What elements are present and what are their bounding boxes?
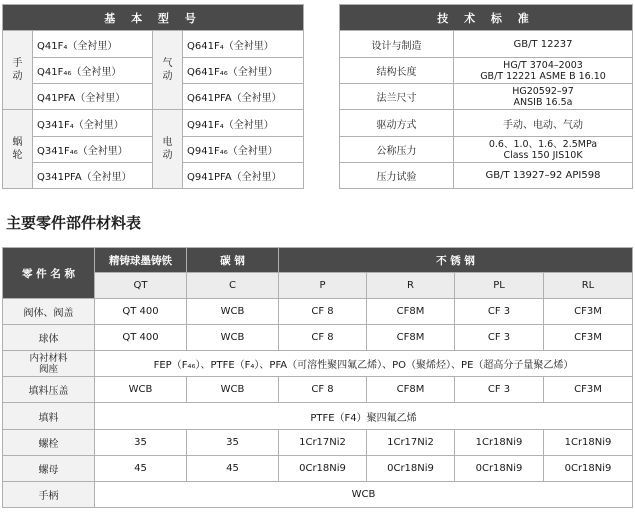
tech-label: 驱动方式 <box>340 110 454 137</box>
model-cell: Q641F₄（全衬里） <box>183 31 304 58</box>
model-cell: Q341F₄（全衬里） <box>33 110 153 137</box>
tech-value: HG20592–97 ANSIB 16.5a <box>454 84 633 110</box>
material-cell: 0Cr18Ni9 <box>367 456 455 482</box>
tech-value: GB/T 13927–92 API598 <box>454 163 633 189</box>
model-cell: Q641F₄₆（全衬里） <box>183 58 304 84</box>
material-cell: WCB <box>187 299 279 325</box>
group-header: 不 锈 钢 <box>279 248 633 273</box>
model-cell: Q941PFA（全衬里） <box>183 163 304 189</box>
material-cell: 1Cr18Ni9 <box>455 430 544 456</box>
material-cell: QT 400 <box>95 325 187 351</box>
material-cell: CF 8 <box>279 325 367 351</box>
material-code: PL <box>455 273 544 299</box>
tech-label: 公称压力 <box>340 137 454 163</box>
material-cell: CF 8 <box>279 299 367 325</box>
material-cell: 35 <box>95 430 187 456</box>
material-code: RL <box>544 273 633 299</box>
material-cell: CF3M <box>544 299 633 325</box>
material-cell: CF3M <box>544 325 633 351</box>
material-cell: CF3M <box>544 377 633 403</box>
material-cell: CF8M <box>367 377 455 403</box>
material-cell: 45 <box>95 456 187 482</box>
material-cell: 45 <box>187 456 279 482</box>
tech-label: 法兰尺寸 <box>340 84 454 110</box>
material-span-cell: FEP（F₄₆）、PTFE（F₄）、PFA（可溶性聚四氟乙烯）、PO（聚烯烃）、PE（超高分子量聚乙烯） <box>95 351 633 377</box>
material-cell: 35 <box>187 430 279 456</box>
model-cell: Q341PFA（全衬里） <box>33 163 153 189</box>
material-cell: CF 3 <box>455 325 544 351</box>
tech-label: 设计与制造 <box>340 31 454 58</box>
tech-value: 0.6、1.0、1.6、2.5MPa Class 150 JIS10K <box>454 137 633 163</box>
drive-pneumatic: 气 动 <box>153 31 183 110</box>
model-cell: Q641PFA（全衬里） <box>183 84 304 110</box>
part-name: 阀体、阀盖 <box>3 299 95 325</box>
material-code: R <box>367 273 455 299</box>
materials-title: 主要零件部件材料表 <box>6 214 142 232</box>
material-cell: 0Cr18Ni9 <box>544 456 633 482</box>
part-name: 螺栓 <box>3 430 95 456</box>
models-header: 基 本 型 号 <box>3 5 304 31</box>
materials-table <box>2 247 633 508</box>
model-cell: Q341F₄₆（全衬里） <box>33 137 153 163</box>
material-code: QT <box>95 273 187 299</box>
part-name-header: 零 件 名 称 <box>3 248 95 299</box>
material-cell: 1Cr17Ni2 <box>367 430 455 456</box>
drive-manual: 手 动 <box>3 31 33 110</box>
material-cell: 0Cr18Ni9 <box>279 456 367 482</box>
part-name: 填料 <box>3 403 95 430</box>
material-cell: 1Cr18Ni9 <box>544 430 633 456</box>
part-name: 螺母 <box>3 456 95 482</box>
tech-value: HG/T 3704–2003 GB/T 12221 ASME B 16.10 <box>454 58 633 84</box>
model-cell: Q941F₄₆（全衬里） <box>183 137 304 163</box>
tech-value: GB/T 12237 <box>454 31 633 58</box>
drive-electric: 电 动 <box>153 110 183 189</box>
part-name: 球体 <box>3 325 95 351</box>
part-name: 手柄 <box>3 482 95 508</box>
material-cell: CF 3 <box>455 377 544 403</box>
material-cell: CF 3 <box>455 299 544 325</box>
material-span-cell: PTFE（F4）聚四氟乙烯 <box>95 403 633 430</box>
part-name: 填料压盖 <box>3 377 95 403</box>
material-cell: CF8M <box>367 299 455 325</box>
group-header: 精铸球墨铸铁 <box>95 248 187 273</box>
material-code: P <box>279 273 367 299</box>
material-cell: WCB <box>187 325 279 351</box>
part-name: 内衬材料 阀座 <box>3 351 95 377</box>
material-cell: WCB <box>95 377 187 403</box>
material-cell: WCB <box>187 377 279 403</box>
material-cell: CF 8 <box>279 377 367 403</box>
model-cell: Q941F₄（全衬里） <box>183 110 304 137</box>
material-cell: CF8M <box>367 325 455 351</box>
model-cell: Q41PFA（全衬里） <box>33 84 153 110</box>
material-cell: 0Cr18Ni9 <box>455 456 544 482</box>
model-cell: Q41F₄（全衬里） <box>33 31 153 58</box>
material-code: C <box>187 273 279 299</box>
material-cell: 1Cr17Ni2 <box>279 430 367 456</box>
tech-header: 技 术 标 准 <box>340 5 633 31</box>
tech-label: 压力试验 <box>340 163 454 189</box>
model-cell: Q41F₄₆（全衬里） <box>33 58 153 84</box>
tech-label: 结构长度 <box>340 58 454 84</box>
tech-value: 手动、电动、气动 <box>454 110 633 137</box>
material-cell: QT 400 <box>95 299 187 325</box>
material-span-cell: WCB <box>95 482 633 508</box>
group-header: 碳 钢 <box>187 248 279 273</box>
models-table <box>2 4 304 189</box>
tech-table <box>339 4 633 189</box>
drive-worm: 蜗 轮 <box>3 110 33 189</box>
